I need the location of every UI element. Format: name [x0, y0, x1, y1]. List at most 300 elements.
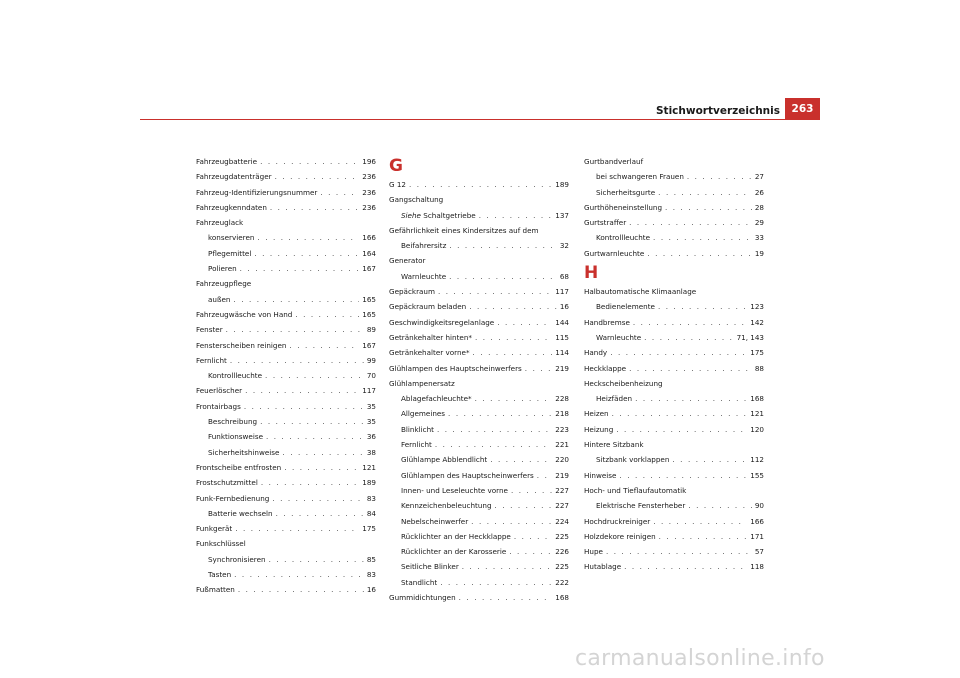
- dot-leader: [658, 185, 752, 200]
- index-entry-label: Gefährlichkeit eines Kindersitzes auf dem: [389, 225, 539, 235]
- dot-leader: [320, 185, 359, 200]
- index-subentry: [196, 567, 376, 582]
- index-entry-label: Holzdekore reinigen: [584, 531, 656, 541]
- index-entry: [389, 315, 569, 330]
- index-subentry: [389, 406, 569, 421]
- index-subentry: [196, 261, 376, 276]
- dot-leader: [473, 345, 553, 360]
- dot-leader: [665, 200, 752, 215]
- index-subentry: [389, 422, 569, 437]
- index-entry: [196, 491, 376, 506]
- dot-leader: [289, 338, 359, 353]
- index-page-ref: 167: [362, 264, 376, 274]
- index-entry-label: Kennzeichenbeleuchtung: [401, 501, 492, 511]
- dot-leader: [688, 498, 752, 513]
- dot-leader: [260, 414, 364, 429]
- watermark-text: carmanualsonline.info: [575, 646, 825, 671]
- index-page-ref: 236: [362, 187, 376, 197]
- index-entry-label: Fernlicht: [401, 440, 432, 450]
- index-subentry: [389, 514, 569, 529]
- dot-leader: [235, 521, 359, 536]
- index-page-ref: 236: [362, 202, 376, 212]
- index-entry-label: Funkschlüssel: [196, 539, 246, 549]
- dot-leader: [659, 529, 748, 544]
- index-page-ref: 32: [559, 241, 569, 251]
- index-entry-label: Gepäckraum: [389, 287, 435, 297]
- index-entry-label: Fahrzeugkenndaten: [196, 202, 267, 212]
- dot-leader: [687, 169, 752, 184]
- index-page-ref: 224: [555, 516, 569, 526]
- index-entry: [389, 376, 569, 391]
- index-page-ref: 16: [559, 302, 569, 312]
- dot-leader: [449, 269, 557, 284]
- index-entry-label: Ablagefachleuchte*: [401, 394, 472, 404]
- index-entry-label: Polieren: [208, 264, 237, 274]
- index-subentry: [584, 230, 764, 245]
- index-page-ref: 121: [362, 462, 376, 472]
- index-page-ref: 83: [366, 493, 376, 503]
- index-entry-label: Heckklappe: [584, 363, 627, 373]
- dot-leader: [269, 552, 364, 567]
- index-entry-label: Hutablage: [584, 562, 622, 572]
- index-page-ref: 123: [750, 302, 764, 312]
- index-page-ref: 166: [750, 516, 764, 526]
- dot-leader: [469, 299, 557, 314]
- index-entry-label: Nebelscheinwerfer: [401, 516, 469, 526]
- index-page-ref: 115: [555, 332, 569, 342]
- index-entry-label: außen: [208, 294, 231, 304]
- index-entry-label: Gummidichtungen: [389, 593, 456, 603]
- index-page-ref: 57: [754, 547, 764, 557]
- index-entry: [584, 468, 764, 483]
- dot-leader: [276, 506, 364, 521]
- index-entry: [196, 215, 376, 230]
- index-entry-label: Getränkehalter vorne*: [389, 348, 470, 358]
- dot-leader: [284, 460, 359, 475]
- index-page-ref: 165: [362, 294, 376, 304]
- index-entry-label: Warnleuchte: [596, 332, 642, 342]
- dot-leader: [511, 483, 552, 498]
- index-page-ref: 155: [750, 470, 764, 480]
- index-entry-label: Glühlampe Abblendlicht: [401, 455, 488, 465]
- index-page-ref: 219: [555, 470, 569, 480]
- index-subentry: [389, 269, 569, 284]
- index-entry-label: Hochdruckreiniger: [584, 516, 651, 526]
- dot-leader: [653, 514, 747, 529]
- index-entry: [196, 521, 376, 536]
- index-entry: [196, 399, 376, 414]
- index-entry-label: Feuerlöscher: [196, 386, 243, 396]
- index-entry-label: Frostschutzmittel: [196, 478, 258, 488]
- index-entry-label: Kontrollleuchte: [208, 371, 263, 381]
- index-letter-heading: G: [389, 156, 403, 176]
- index-entry: [196, 338, 376, 353]
- index-entry: [196, 154, 376, 169]
- index-page-ref: 228: [555, 394, 569, 404]
- dot-leader: [497, 315, 552, 330]
- index-entry-label: Synchronisieren: [208, 554, 266, 564]
- index-entry-label: Fernlicht: [196, 355, 227, 365]
- dot-leader: [629, 215, 752, 230]
- index-page-ref: 189: [555, 180, 569, 189]
- index-page-ref: 165: [362, 309, 376, 319]
- index-page-ref: 227: [555, 485, 569, 495]
- index-entry-label: Sicherheitshinweise: [208, 447, 280, 457]
- dot-leader: [440, 575, 552, 590]
- index-page-ref: 167: [362, 340, 376, 350]
- index-entry: [389, 590, 569, 605]
- index-subentry: [196, 506, 376, 521]
- page-number: 263: [791, 103, 814, 115]
- index-page-ref: 236: [362, 172, 376, 182]
- index-entry: [196, 475, 376, 490]
- dot-leader: [644, 330, 733, 345]
- dot-leader: [438, 284, 552, 299]
- index-page-ref: 117: [555, 287, 569, 297]
- index-entry-label: Gangschaltung: [389, 195, 444, 205]
- index-entry: [389, 253, 569, 268]
- index-entry-label: Heckscheibenheizung: [584, 378, 663, 388]
- index-entry-label: G 12: [389, 180, 407, 189]
- index-page-ref: 226: [555, 547, 569, 557]
- index-page-ref: 171: [750, 531, 764, 541]
- index-page-ref: 189: [362, 478, 376, 488]
- header-divider: [140, 119, 820, 120]
- index-column-2: [389, 154, 569, 605]
- index-entry: [584, 154, 764, 169]
- index-entry: [196, 460, 376, 475]
- index-subentry: [196, 368, 376, 383]
- index-entry: [584, 559, 764, 574]
- index-entry: [196, 200, 376, 215]
- page-title: Stichwortverzeichnis: [656, 105, 780, 117]
- index-entry-label: Fahrzeugpflege: [196, 279, 252, 289]
- index-entry: [196, 322, 376, 337]
- dot-leader: [672, 452, 747, 467]
- dot-leader: [272, 491, 363, 506]
- index-entry-label: Funktionsweise: [208, 432, 263, 442]
- index-page-ref: 84: [366, 508, 376, 518]
- index-entry-label: Hoch- und Tieflaufautomatik: [584, 485, 687, 495]
- dot-leader: [270, 200, 359, 215]
- dot-leader: [653, 230, 752, 245]
- index-entry-label: Tasten: [208, 570, 232, 580]
- index-page-ref: 29: [754, 218, 764, 228]
- index-column-3: [584, 154, 764, 575]
- index-subentry: [584, 498, 764, 513]
- index-page-ref: 118: [750, 562, 764, 572]
- dot-leader: [245, 383, 359, 398]
- index-entry-label: Hintere Sitzbank: [584, 440, 644, 450]
- index-entry: [584, 406, 764, 421]
- index-entry: [584, 514, 764, 529]
- dot-leader: [475, 391, 553, 406]
- dot-leader: [647, 246, 752, 261]
- index-subentry: [389, 437, 569, 452]
- dot-leader: [525, 361, 552, 376]
- dot-leader: [606, 544, 752, 559]
- index-entry-label: Heizung: [584, 424, 614, 434]
- index-page-ref: 218: [555, 409, 569, 419]
- index-letter-heading: H: [584, 263, 599, 284]
- dot-leader: [244, 399, 364, 414]
- index-entry: [196, 185, 376, 200]
- dot-leader: [233, 292, 359, 307]
- index-entry-label: Glühlampenersatz: [389, 378, 455, 388]
- index-entry-label: Hinweise: [584, 470, 617, 480]
- dot-leader: [610, 345, 747, 360]
- index-entry-label: Fahrzeugwäsche von Hand: [196, 309, 293, 319]
- dot-leader: [409, 177, 552, 192]
- dot-leader: [449, 238, 556, 253]
- index-page-ref: 114: [555, 348, 569, 358]
- dot-leader: [437, 422, 552, 437]
- index-entry-label: Heizfäden: [596, 394, 633, 404]
- index-page-ref: 168: [750, 394, 764, 404]
- index-page-ref: 175: [750, 348, 764, 358]
- index-entry-label: Frontairbags: [196, 401, 241, 411]
- index-page-ref: 164: [362, 248, 376, 258]
- index-subentry: [196, 292, 376, 307]
- index-subentry: [584, 391, 764, 406]
- index-entry: [584, 483, 764, 498]
- index-entry-label-rest: Schaltgetriebe: [420, 210, 476, 220]
- index-column-1: [196, 154, 376, 598]
- index-subentry: [196, 230, 376, 245]
- index-entry: [389, 345, 569, 360]
- index-entry: [584, 215, 764, 230]
- index-page-ref: 220: [555, 455, 569, 465]
- index-entry-label: Fahrzeugdatenträger: [196, 172, 272, 182]
- index-entry-label: Frontscheibe entfrosten: [196, 462, 282, 472]
- index-entry-label: Blinklicht: [401, 424, 434, 434]
- index-subentry: [389, 483, 569, 498]
- index-page-ref: 166: [362, 233, 376, 243]
- index-page-ref: 35: [366, 417, 376, 427]
- index-subentry: [584, 185, 764, 200]
- dot-leader: [240, 261, 360, 276]
- index-entry-label: Allgemeines: [401, 409, 446, 419]
- index-subentry: [196, 246, 376, 261]
- index-entry-label: Glühlampen des Hauptscheinwerfers: [401, 470, 534, 480]
- dot-leader: [629, 361, 752, 376]
- index-entry-label: Pflegemittel: [208, 248, 252, 258]
- index-entry: [196, 307, 376, 322]
- index-entry: [389, 361, 569, 376]
- dot-leader: [633, 315, 747, 330]
- index-entry-label: Elektrische Fensterheber: [596, 501, 686, 511]
- dot-leader: [514, 529, 552, 544]
- index-page-ref: 112: [750, 455, 764, 465]
- index-entry-label: [401, 208, 476, 223]
- index-page-ref: 142: [750, 317, 764, 327]
- index-page-ref: 225: [555, 531, 569, 541]
- index-entry: [389, 223, 569, 238]
- index-page-ref: 222: [555, 577, 569, 587]
- dot-leader: [490, 452, 552, 467]
- index-entry: [196, 169, 376, 184]
- index-page-ref: 175: [362, 524, 376, 534]
- index-entry: [584, 284, 764, 299]
- dot-leader: [265, 368, 364, 383]
- index-page-ref: 227: [555, 501, 569, 511]
- index-entry-label: Handbremse: [584, 317, 630, 327]
- dot-leader: [479, 208, 553, 223]
- index-entry-label: Fahrzeuglack: [196, 218, 244, 228]
- index-subentry: [584, 169, 764, 184]
- index-entry-label: Funkgerät: [196, 524, 233, 534]
- index-subentry: [584, 330, 764, 345]
- dot-leader: [509, 544, 552, 559]
- index-page-ref: 71, 143: [736, 332, 764, 342]
- index-subentry: [196, 414, 376, 429]
- dot-leader: [658, 299, 747, 314]
- index-entry: [389, 330, 569, 345]
- index-entry-label: Gurtbandverlauf: [584, 157, 644, 166]
- index-entry-label: Fenster: [196, 325, 223, 335]
- index-subentry: [389, 498, 569, 513]
- index-page-ref: 90: [754, 501, 764, 511]
- dot-leader: [234, 567, 364, 582]
- index-subentry: [389, 468, 569, 483]
- index-entry: [196, 383, 376, 398]
- index-page-ref: 68: [559, 271, 569, 281]
- index-subentry: [389, 208, 569, 223]
- index-entry-label: Generator: [389, 256, 426, 266]
- index-subentry: [196, 445, 376, 460]
- index-entry: [584, 529, 764, 544]
- index-entry: [584, 376, 764, 391]
- index-entry-label: Bedienelemente: [596, 302, 655, 312]
- index-entry: [584, 361, 764, 376]
- index-entry-label: Sicherheitsgurte: [596, 187, 656, 197]
- index-entry: [196, 276, 376, 291]
- index-entry-label: bei schwangeren Frauen: [596, 172, 684, 182]
- dot-leader: [295, 307, 359, 322]
- index-page-ref: 99: [366, 355, 376, 365]
- dot-leader: [619, 468, 747, 483]
- index-page-ref: 27: [754, 172, 764, 182]
- index-entry-label: Gurthöheneinstellung: [584, 202, 663, 212]
- index-page-ref: 144: [555, 317, 569, 327]
- index-entry-label: Gurtwarnleuchte: [584, 248, 645, 258]
- index-subentry: [389, 559, 569, 574]
- index-subentry: [389, 238, 569, 253]
- index-page-ref: 83: [366, 570, 376, 580]
- index-entry-label: Fußmatten: [196, 585, 235, 595]
- index-entry: [584, 345, 764, 360]
- index-entry: [196, 536, 376, 551]
- index-entry-label: Handy: [584, 348, 608, 358]
- dot-leader: [257, 230, 359, 245]
- index-subentry: [584, 452, 764, 467]
- index-page-ref: 168: [555, 593, 569, 603]
- dot-leader: [471, 514, 552, 529]
- dot-leader: [226, 322, 364, 337]
- index-subentry: [389, 575, 569, 590]
- dot-leader: [260, 154, 359, 169]
- index-subentry: [196, 552, 376, 567]
- index-page-ref: 88: [754, 363, 764, 373]
- dot-leader: [266, 429, 364, 444]
- index-entry-label: Rücklichter an der Karosserie: [401, 547, 507, 557]
- index-subentry: [389, 544, 569, 559]
- index-entry: [584, 544, 764, 559]
- index-entry-label: Hupe: [584, 547, 603, 557]
- dot-leader: [475, 330, 552, 345]
- index-page-ref: 89: [366, 325, 376, 335]
- index-entry-label: Beifahrersitz: [401, 241, 447, 251]
- dot-leader: [282, 445, 363, 460]
- index-entry-label: Heizen: [584, 409, 609, 419]
- index-subentry: [584, 299, 764, 314]
- page-number-tab: [785, 98, 820, 120]
- index-entry-label: Beschreibung: [208, 417, 258, 427]
- index-page-ref: 36: [366, 432, 376, 442]
- index-page-ref: 26: [754, 187, 764, 197]
- index-entry-label: Innen- und Leseleuchte vorne: [401, 485, 508, 495]
- index-entry-label-italic: Siehe: [401, 210, 421, 220]
- index-entry: [584, 315, 764, 330]
- dot-leader: [435, 437, 552, 452]
- index-page-ref: 196: [362, 157, 376, 166]
- dot-leader: [254, 246, 359, 261]
- index-entry: [584, 422, 764, 437]
- index-page-ref: 221: [555, 440, 569, 450]
- index-subentry: [389, 529, 569, 544]
- index-page-ref: 38: [366, 447, 376, 457]
- index-page-ref: 28: [754, 202, 764, 212]
- index-page-ref: 117: [362, 386, 376, 396]
- index-entry: [196, 353, 376, 368]
- dot-leader: [537, 468, 552, 483]
- index-page-ref: 33: [754, 233, 764, 243]
- dot-leader: [624, 559, 747, 574]
- index-page-ref: 223: [555, 424, 569, 434]
- index-entry-label: Warnleuchte: [401, 271, 447, 281]
- index-page-ref: 225: [555, 562, 569, 572]
- index-entry: [196, 582, 376, 597]
- index-page-ref: 120: [750, 424, 764, 434]
- index-page-ref: 121: [750, 409, 764, 419]
- index-entry-label: Halbautomatische Klimaanlage: [584, 287, 697, 297]
- index-entry-label: Getränkehalter hinten*: [389, 332, 472, 342]
- dot-leader: [459, 590, 553, 605]
- dot-leader: [230, 353, 364, 368]
- index-entry-label: Standlicht: [401, 577, 438, 587]
- index-entry-label: Fensterscheiben reinigen: [196, 340, 287, 350]
- dot-leader: [275, 169, 360, 184]
- index-page-ref: 219: [555, 363, 569, 373]
- dot-leader: [635, 391, 747, 406]
- dot-leader: [495, 498, 553, 513]
- index-entry-label: Fahrzeugbatterie: [196, 157, 258, 166]
- index-entry: [584, 437, 764, 452]
- index-entry: [389, 192, 569, 207]
- index-entry-label: Rücklichter an der Heckklappe: [401, 531, 511, 541]
- index-page-ref: 16: [366, 585, 376, 595]
- index-entry: [389, 177, 569, 192]
- index-entry: [389, 284, 569, 299]
- index-subentry: [389, 452, 569, 467]
- index-entry-label: Funk-Fernbedienung: [196, 493, 270, 503]
- index-subentry: [196, 429, 376, 444]
- index-subentry: [389, 391, 569, 406]
- index-entry-label: Glühlampen des Hauptscheinwerfers: [389, 363, 522, 373]
- index-entry: [389, 299, 569, 314]
- index-entry-label: Gurtstraffer: [584, 218, 627, 228]
- index-page-ref: 70: [366, 371, 376, 381]
